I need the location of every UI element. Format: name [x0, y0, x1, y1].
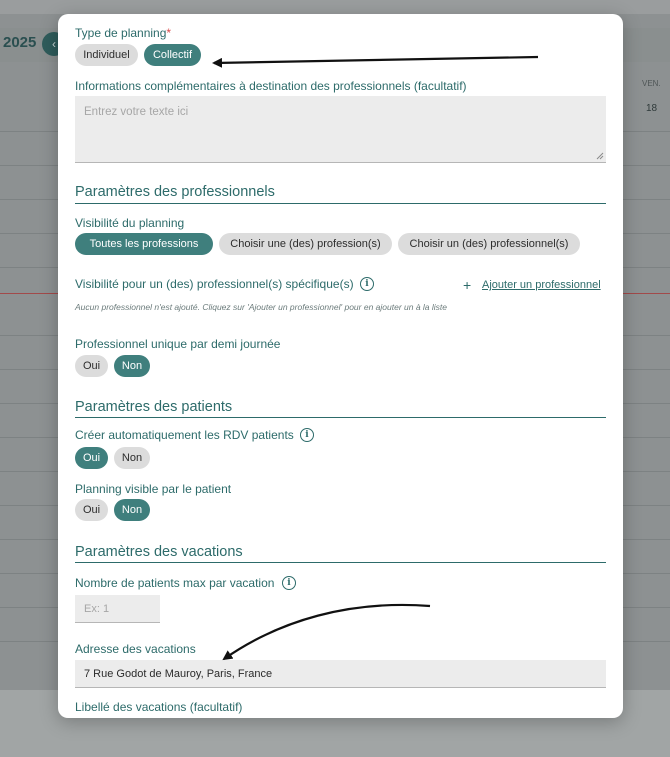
planning-visibility-label: Visibilité du planning — [75, 216, 185, 230]
required-mark: * — [166, 26, 172, 40]
unique-half-day-non-button[interactable]: Non — [114, 355, 150, 377]
vacation-address-label: Adresse des vacations — [75, 642, 196, 656]
vacations-section-title: Paramètres des vacations — [75, 544, 243, 560]
section-divider — [75, 562, 606, 563]
unique-half-day-oui-button[interactable]: Oui — [75, 355, 108, 377]
planning-type-individuel-button[interactable]: Individuel — [75, 44, 138, 66]
additional-info-textarea[interactable] — [75, 96, 606, 163]
planning-settings-modal — [58, 14, 623, 718]
auto-create-oui-button[interactable]: Oui — [75, 447, 108, 469]
chevron-left-icon: ‹ — [42, 32, 66, 56]
section-divider — [75, 417, 606, 418]
planning-type-collectif-button[interactable]: Collectif — [144, 44, 201, 66]
patients-section-title: Paramètres des patients — [75, 399, 233, 415]
additional-info-label: Informations complémentaires à destination des professionnels (facultatif) — [75, 79, 467, 93]
background-day-number: 18 — [646, 103, 658, 114]
info-icon[interactable]: i — [300, 428, 314, 442]
resize-handle-icon[interactable] — [596, 152, 604, 160]
visibility-choose-professionals-button[interactable]: Choisir un (des) professionnel(s) — [398, 233, 580, 255]
max-patients-label: Nombre de patients max par vacation — [75, 576, 275, 590]
planning-type-label-text: Type de planning — [75, 26, 167, 40]
max-patients-input[interactable] — [75, 595, 160, 623]
auto-create-non-button[interactable]: Non — [114, 447, 150, 469]
visible-by-patient-oui-button[interactable]: Oui — [75, 499, 108, 521]
background-day-label: VEN. — [642, 79, 661, 88]
planning-type-label — [75, 26, 171, 40]
no-professional-hint: Aucun professionnel n'est ajouté. Cliquez sur 'Ajouter un professionnel' pour en ajouter un à la liste — [75, 302, 448, 312]
info-icon[interactable]: i — [282, 576, 296, 590]
visible-by-patient-label: Planning visible par le patient — [75, 482, 232, 496]
visible-by-patient-non-button[interactable]: Non — [114, 499, 150, 521]
professionals-section-title: Paramètres des professionnels — [75, 184, 275, 200]
background-topbar — [0, 0, 670, 14]
additional-info-placeholder: Entrez votre texte ici — [84, 106, 189, 118]
visibility-all-professions-button[interactable]: Toutes les professions — [75, 233, 213, 255]
visibility-choose-professions-button[interactable]: Choisir une (des) profession(s) — [219, 233, 392, 255]
vacation-label-label: Libellé des vacations (facultatif) — [75, 700, 243, 714]
auto-create-rdv-label: Créer automatiquement les RDV patients — [75, 428, 294, 442]
add-professional-link[interactable]: Ajouter un professionnel — [482, 279, 601, 291]
section-divider — [75, 203, 606, 204]
max-patients-placeholder: Ex: 1 — [84, 603, 110, 615]
plus-icon[interactable]: + — [463, 277, 472, 293]
unique-half-day-label: Professionnel unique par demi journée — [75, 337, 281, 351]
vacation-address-value: 7 Rue Godot de Mauroy, Paris, France — [84, 668, 273, 680]
info-icon[interactable]: i — [360, 277, 374, 291]
specific-visibility-label: Visibilité pour un (des) professionnel(s) spécifique(s) — [75, 277, 354, 291]
vacation-address-input[interactable] — [75, 660, 606, 688]
background-year: 2025 — [3, 34, 37, 51]
